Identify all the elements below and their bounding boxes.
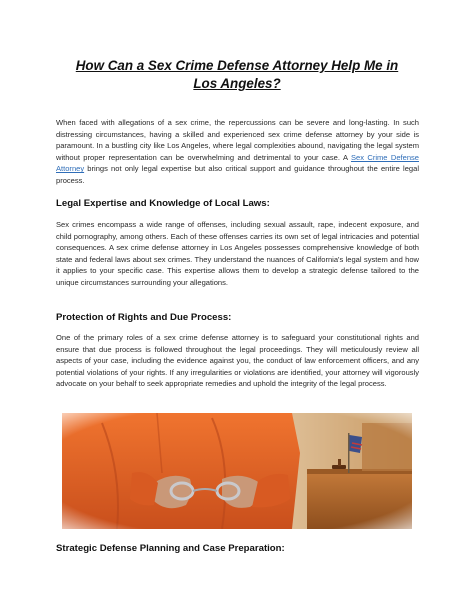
intro-text-before-link: When faced with allegations of a sex crime, the repercussions can be severe and long-lasting. In such distressing circumstances, having a skilled and experienced sex crime defense attorney by your side is paramount. In a bustling city like Los Angeles, where legal complexities abound, navigating the legal system without proper representation can be overwhelming and detrimental to your case. A bbox=[56, 118, 419, 162]
sex-crime-defense-attorney-link[interactable]: Sex Crime Defense Attorney bbox=[56, 152, 419, 174]
section-heading-strategic-defense: Strategic Defense Planning and Case Preparation: bbox=[56, 543, 285, 554]
courtroom-handcuffs-photo bbox=[62, 413, 412, 529]
section-heading-protection-of-rights: Protection of Rights and Due Process: bbox=[56, 312, 232, 323]
section-body-legal-expertise: Sex crimes encompass a wide range of offenses, including sexual assault, rape, indecent exposure, and child pornography, among others. Each of these offenses carries its own set of legal intricacies and potential consequences. A sex crime defense attorney in Los Angeles possesses comprehensive knowledge of both state and federal laws about sex crimes. They understand the nuances of California's legal system and how it applies to your specific case. This expertise allows them to develop a strategic defense tailored to the unique circumstances surrounding your allegations. bbox=[56, 220, 419, 287]
document-title: How Can a Sex Crime Defense Attorney Help Me in Los Angeles? bbox=[75, 58, 399, 91]
section-body-protection-of-rights: One of the primary roles of a sex crime defense attorney is to safeguard your constitutional rights and ensure that due process is followed throughout the legal proceedings. They will meticulously review all aspects of your case, including the evidence against you, the conduct of law enforcement officers, and any potential violations of your rights. If any irregularities or violations are identified, your attorney will vigorously advocate on your behalf to seek appropriate remedies and uphold the integrity of the legal process. bbox=[56, 333, 419, 389]
intro-text-after-link: brings not only legal expertise but also critical support and guidance throughout the entire legal process. bbox=[56, 164, 419, 185]
section-heading-legal-expertise: Legal Expertise and Knowledge of Local Laws: bbox=[56, 198, 270, 209]
intro-paragraph bbox=[56, 117, 419, 187]
